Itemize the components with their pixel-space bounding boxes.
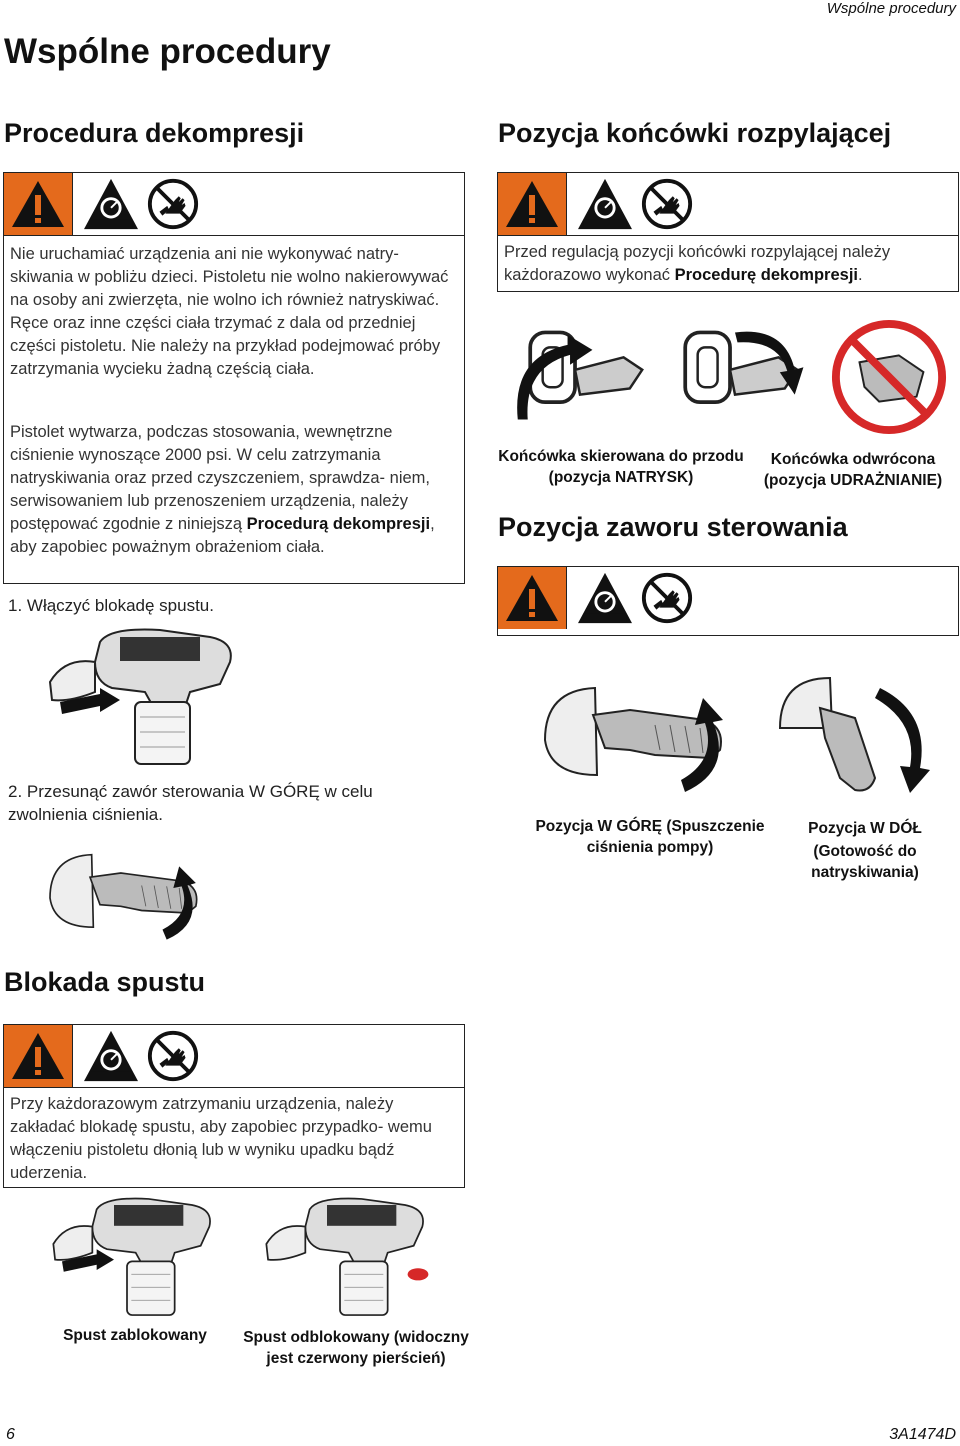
caption-valve-down-title: Pozycja W DÓŁ [808, 820, 922, 837]
valve-up-small-illustration [40, 848, 210, 948]
page-number: 6 [6, 1426, 15, 1443]
section-title-tip-position: Pozycja końcówki rozpylającej [498, 118, 892, 148]
document-code: 3A1474D [889, 1426, 956, 1443]
arrow-down-icon [875, 688, 930, 793]
trigger-unlocked-illustration [248, 1192, 458, 1322]
warning-triangle-icon [498, 173, 567, 235]
section-title-trigger-lock: Blokada spustu [4, 967, 206, 997]
caption-tip-forward: Końcówka skierowana do przodu (pozycja NATRYSK) [498, 448, 744, 486]
pressure-gauge-icon [82, 1029, 140, 1083]
caption-valve-down-desc: (Gotowość do natryskiwania) [811, 843, 919, 881]
valve-up-illustration [535, 680, 735, 800]
warning-text-pressure: Pistolet wytwarza, podczas stosowania, wewnętrzne ciśnienie wynoszące 2000 psi. W celu zatrzymania natryskiwania oraz przed czyszczeniem, sprawdza- niem, serwisowaniem lub przenoszeniem urządzenia, należy postępować zgodnie z niniejszą Procedurą dekompresji, aby zapobiec poważnym obrażeniom ciała. [10, 423, 435, 556]
warning-triangle-icon [498, 567, 567, 629]
warning-triangle-icon [4, 1025, 73, 1087]
pressure-gauge-icon [576, 177, 634, 231]
red-ring-icon [408, 1268, 429, 1280]
step-2: 2. Przesunąć zawór sterowania W GÓRĘ w celu zwolnienia ciśnienia. [8, 782, 373, 824]
caption-trigger-locked: Spust zablokowany [63, 1327, 207, 1344]
section-title-pressure-relief: Procedura dekompresji [4, 118, 305, 148]
step-1: 1. Włączyć blokadę spustu. [8, 596, 214, 615]
warning-box-tip-position [497, 172, 959, 292]
tip-rotate-illustration [660, 320, 810, 432]
warning-box-pressure-relief [3, 172, 465, 584]
warning-box-trigger-lock [3, 1024, 465, 1188]
running-header: Wspólne procedury [826, 0, 956, 17]
caption-tip-reversed: Końcówka odwrócona (pozycja UDRAŻNIANIE) [763, 451, 943, 489]
no-spray-reversed-icon [830, 318, 948, 436]
section-title-valve-position: Pozycja zaworu sterowania [498, 512, 848, 542]
page-title: Wspólne procedury [4, 32, 331, 71]
trigger-locked-illustration [40, 1192, 240, 1322]
caption-valve-up: Pozycja W GÓRĘ (Spuszczenie ciśnienia pompy) [535, 818, 765, 856]
warning-box-valve-position [497, 566, 959, 636]
tip-forward-illustration [505, 320, 655, 432]
warning-icons-row [4, 173, 464, 236]
warning-text-tip: Przed regulacją pozycji końcówki rozpylającej należy każdorazowo wykonać Procedurę dekompresji. [504, 243, 891, 284]
caption-trigger-unlocked: Spust odblokowany (widoczny jest czerwony pierścień) [243, 1329, 469, 1367]
pressure-gauge-icon [576, 571, 634, 625]
no-hand-icon [638, 571, 696, 625]
warning-text-trigger-lock: Przy każdorazowym zatrzymaniu urządzenia, należy zakładać blokadę spustu, aby zapobiec przypadko- wemu włączeniu pistoletu dłonią lub w wyniku upadku bądź uderzenia. [10, 1095, 432, 1182]
valve-down-illustration [760, 668, 950, 798]
gun-trigger-lock-illustration [40, 622, 260, 772]
pressure-gauge-icon [82, 177, 140, 231]
warning-text-children: Nie uruchamiać urządzenia ani nie wykonywać natry- skiwania w pobliżu dzieci. Pistoletu nie wolno nakierowywać na osoby ani zwierzęta, nie wolno ich również natryskiwać. Ręce oraz inne części ciała trzymać z dala od przedniej części pistoletu. Nie należy na przykład podejmować próby zatrzymania wycieku żadną częścią ciała. [10, 245, 449, 378]
no-hand-icon [638, 177, 696, 231]
no-hand-icon [144, 1029, 202, 1083]
warning-triangle-icon [4, 173, 73, 235]
no-hand-icon [144, 177, 202, 231]
